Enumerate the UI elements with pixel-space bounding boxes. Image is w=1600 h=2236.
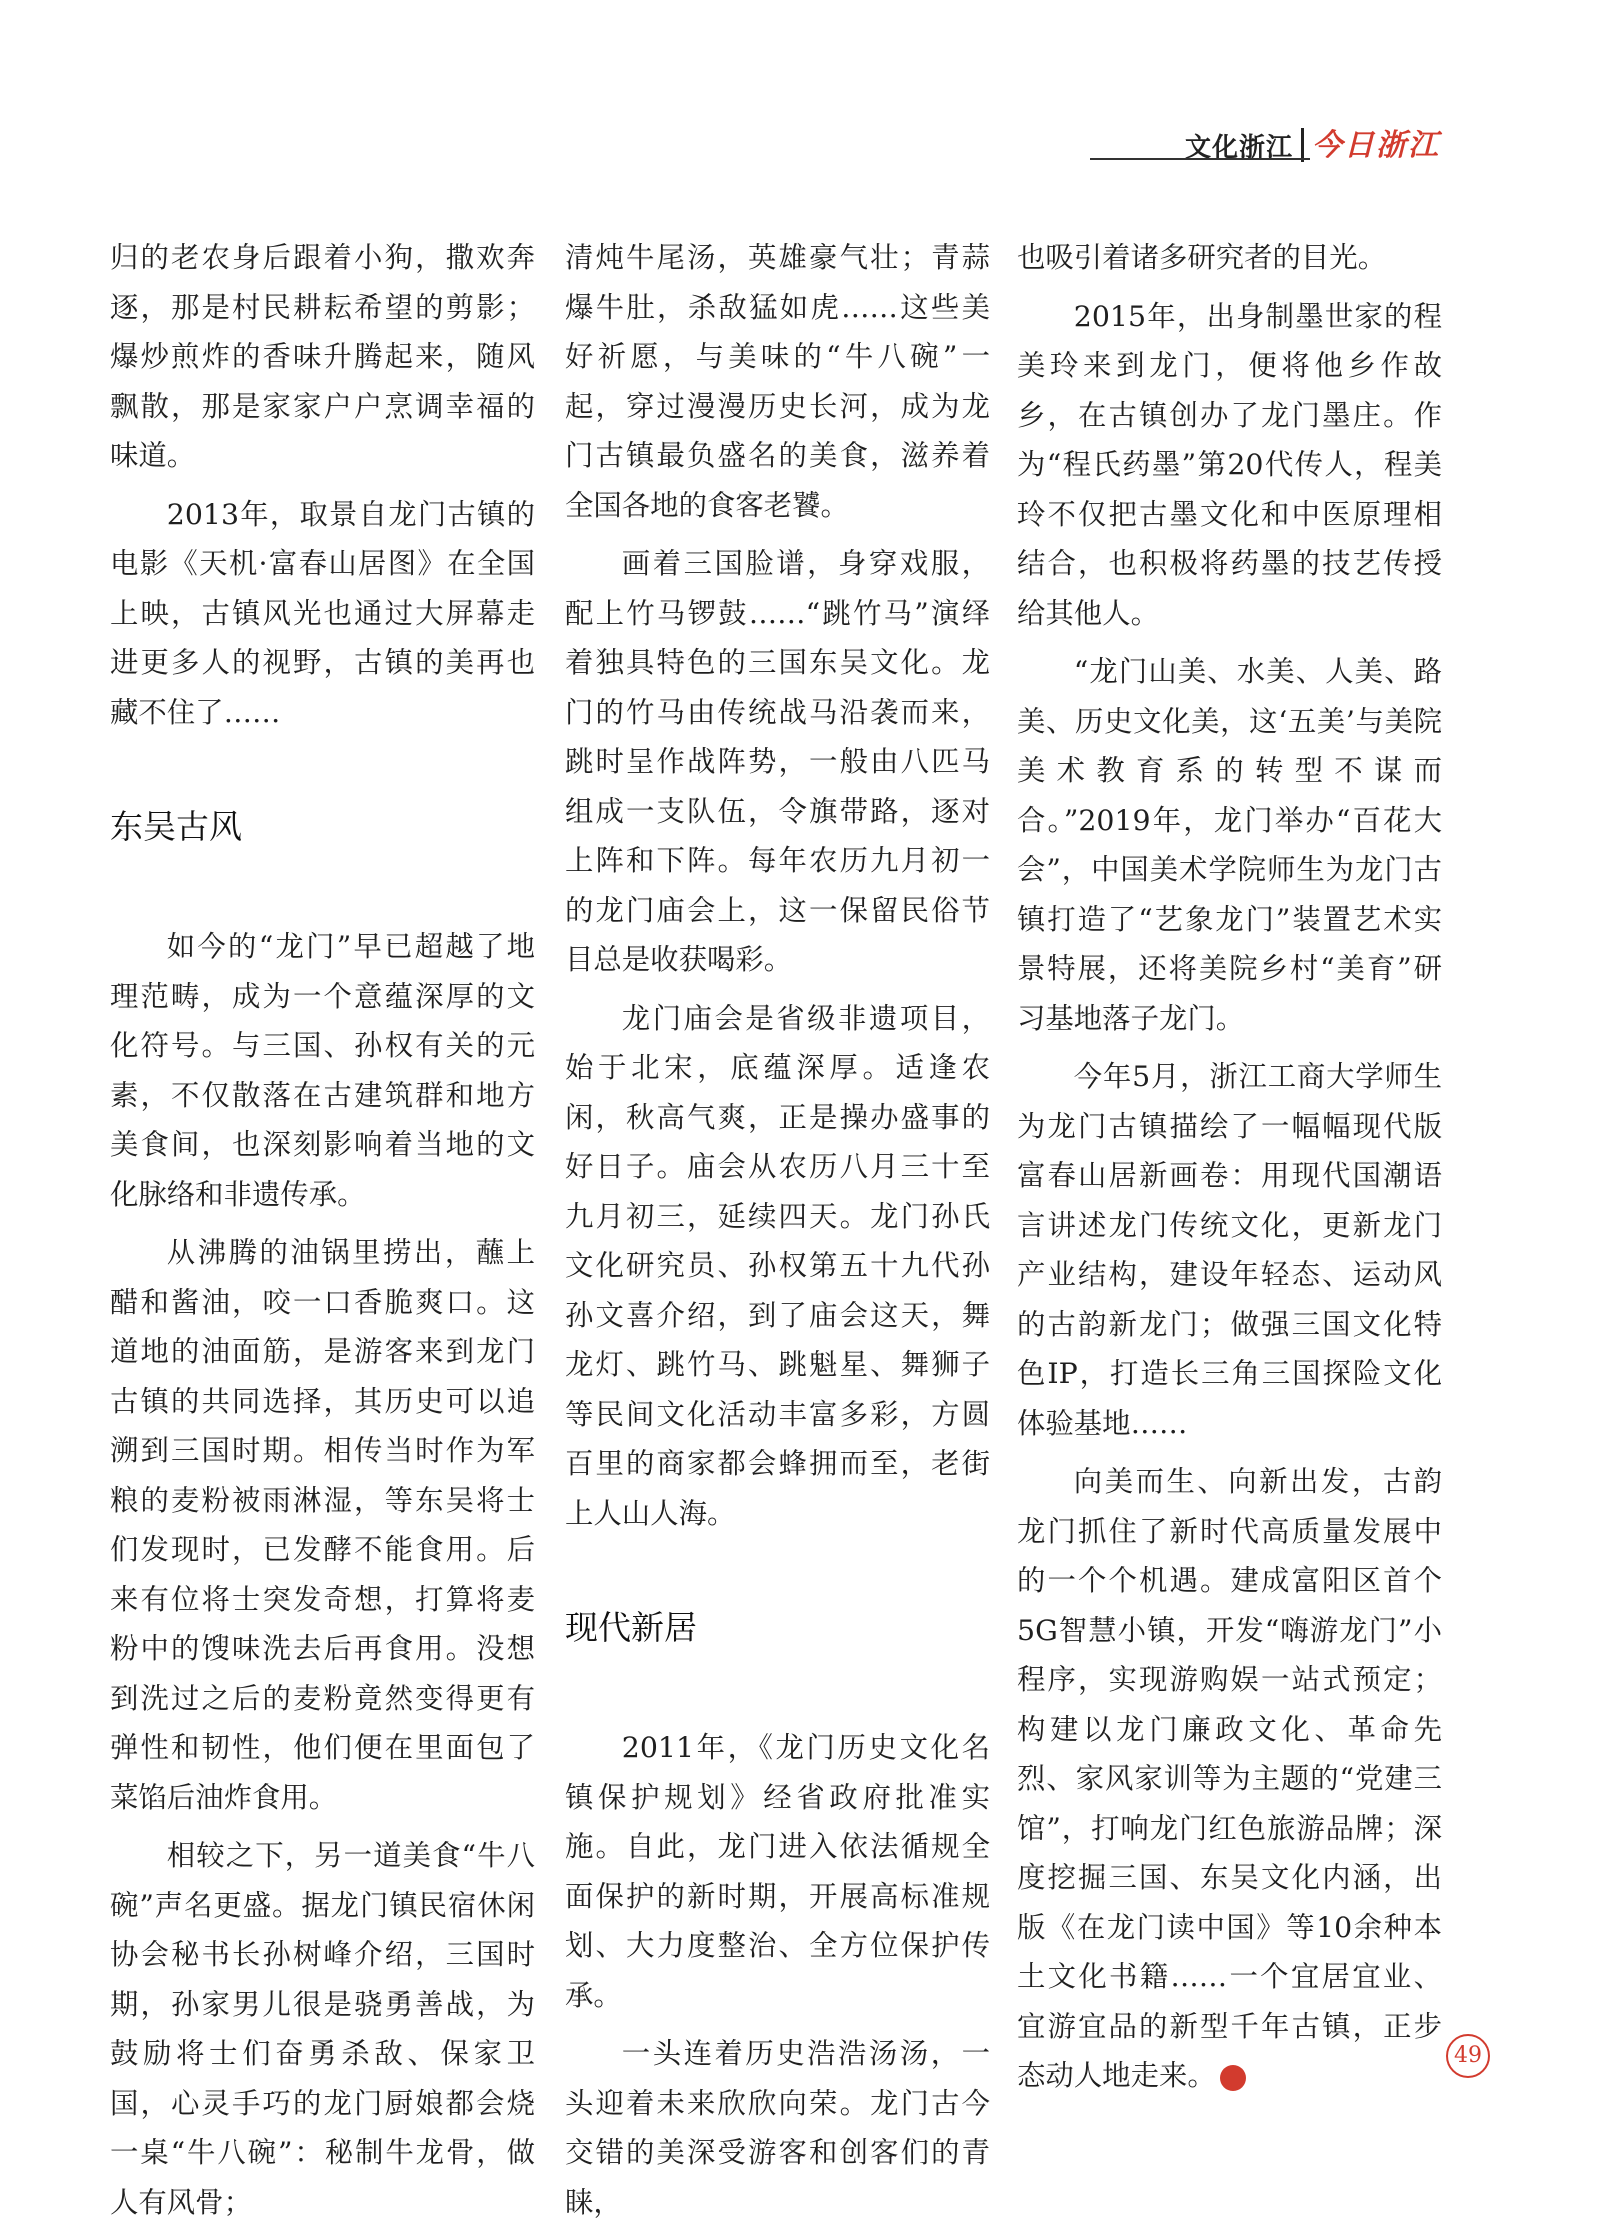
magazine-logo: 今日浙江 — [1312, 128, 1440, 163]
paragraph: 一头连着历史浩浩汤汤，一头迎着未来欣欣向荣。龙门古今交错的美深受游客和创客们的青睐， — [565, 2037, 990, 2219]
column-2 — [565, 233, 990, 2236]
paragraph: 2011年，《龙门历史文化名镇保护规划》经省政府批准实施。自此，龙门进入依法循规全面保护的新时期，开展高标准规划、大力度整治、全方位保护传承。 — [565, 1731, 990, 2012]
paragraph: 清炖牛尾汤，英雄豪气壮；青蒜爆牛肚，杀敌猛如虎……这些美好祈愿，与美味的“牛八碗”一起，穿过漫漫历史长河，成为龙门古镇最负盛名的美食，滋养着全国各地的食客老饕。 — [565, 241, 990, 522]
paragraph: 也吸引着诸多研究者的目光。 — [1017, 241, 1387, 274]
paragraph: 从沸腾的油锅里捞出，蘸上醋和酱油，咬一口香脆爽口。这道地的油面筋，是游客来到龙门古镇的共同选择，其历史可以追溯到三国时期。相传当时作为军粮的麦粉被雨淋湿，等东吴将士们发现时，已发酵不能食用。后来有位将士突发奇想，打算将麦粉中的馊味洗去后再食用。没想到洗过之后的麦粉竟然变得更有弹性和韧性，他们便在里面包了菜馅后油炸食用。 — [110, 1236, 535, 1814]
section-heading: 现代新居 — [565, 1608, 697, 1647]
paragraph: 龙门庙会是省级非遗项目，始于北宋，底蕴深厚。适逢农闲，秋高气爽，正是操办盛事的好日子。庙会从农历八月三十至九月初三，延续四天。龙门孙氏文化研究员、孙权第五十九代孙孙文喜介绍，到了庙会这天，舞龙灯、跳竹马、跳魁星、舞狮子等民间文化活动丰富多彩，方圆百里的商家都会蜂拥而至，老街上人山人海。 — [565, 1001, 990, 1530]
column-3 — [1017, 233, 1442, 2110]
paragraph: 归的老农身后跟着小狗，撒欢奔逐，那是村民耕耘希望的剪影；爆炒煎炸的香味升腾起来，随风飘散，那是家家户户烹调幸福的味道。 — [110, 241, 535, 472]
paragraph: “龙门山美、水美、人美、路美、历史文化美，这‘五美’与美院美术教育系的转型不谋而合。”2019年，龙门举办“百花大会”，中国美术学院师生为龙门古镇打造了“艺象龙门”装置艺术实景特展，还将美院乡村“美育”研习基地落子龙门。 — [1017, 655, 1442, 1035]
paragraph-text: 向美而生、向新出发，古韵龙门抓住了新时代高质量发展中的一个个机遇。建成富阳区首个5G智慧小镇，开发“嗨游龙门”小程序，实现游购娱一站式预定；构建以龙门廉政文化、革命先烈、家风家训等为主题的“党建三馆”，打响龙门红色旅游品牌；深度挖掘三国、东吴文化内涵，出版《在龙门读中国》等10余种本土文化书籍……一个宜居宜业、宜游宜品的新型千年古镇，正步态动人地走来。 — [1017, 1465, 1442, 2092]
end-mark-icon: 今 — [1220, 2065, 1246, 2091]
paragraph: 今年5月，浙江工商大学师生为龙门古镇描绘了一幅幅现代版富春山居新画卷：用现代国潮语言讲述龙门传统文化，更新龙门产业结构，建设年轻态、运动风的古韵新龙门；做强三国文化特色IP，打造长三角三国探险文化体验基地…… — [1017, 1060, 1442, 1440]
paragraph: 相较之下，另一道美食“牛八碗”声名更盛。据龙门镇民宿休闲协会秘书长孙树峰介绍，三国时期，孙家男儿很是骁勇善战，为鼓励将士们奋勇杀敌、保家卫国，心灵手巧的龙门厨娘都会烧一桌“牛八碗”：秘制牛龙骨，做人有风骨； — [110, 1839, 535, 2219]
paragraph — [1017, 1457, 1442, 2101]
column-1 — [110, 233, 535, 2236]
header-divider — [1301, 128, 1304, 162]
paragraph: 2013年，取景自龙门古镇的电影《天机·富春山居图》在全国上映，古镇风光也通过大屏幕走进更多人的视野，古镇的美再也藏不住了…… — [110, 497, 535, 729]
page-number: 49 — [1446, 2034, 1490, 2078]
section-name: 文化浙江 — [1184, 133, 1293, 163]
paragraph: 如今的“龙门”早已超越了地理范畴，成为一个意蕴深厚的文化符号。与三国、孙权有关的元素，不仅散落在古建筑群和地方美食间，也深刻影响着当地的文化脉络和非遗传承。 — [110, 930, 535, 1211]
paragraph: 2015年，出身制墨世家的程美玲来到龙门，便将他乡作故乡，在古镇创办了龙门墨庄。作为“程氏药墨”第20代传人，程美玲不仅把古墨文化和中医原理相结合，也积极将药墨的技艺传授给其他人。 — [1017, 299, 1442, 630]
header-rule — [1090, 158, 1310, 160]
section-heading: 东吴古风 — [110, 807, 242, 846]
paragraph: 画着三国脸谱，身穿戏服，配上竹马锣鼓……“跳竹马”演绎着独具特色的三国东吴文化。龙门的竹马由传统战马沿袭而来，跳时呈作战阵势，一般由八匹马组成一支队伍，令旗带路，逐对上阵和下阵。每年农历九月初一的龙门庙会上，这一保留民俗节目总是收获喝彩。 — [565, 547, 990, 976]
